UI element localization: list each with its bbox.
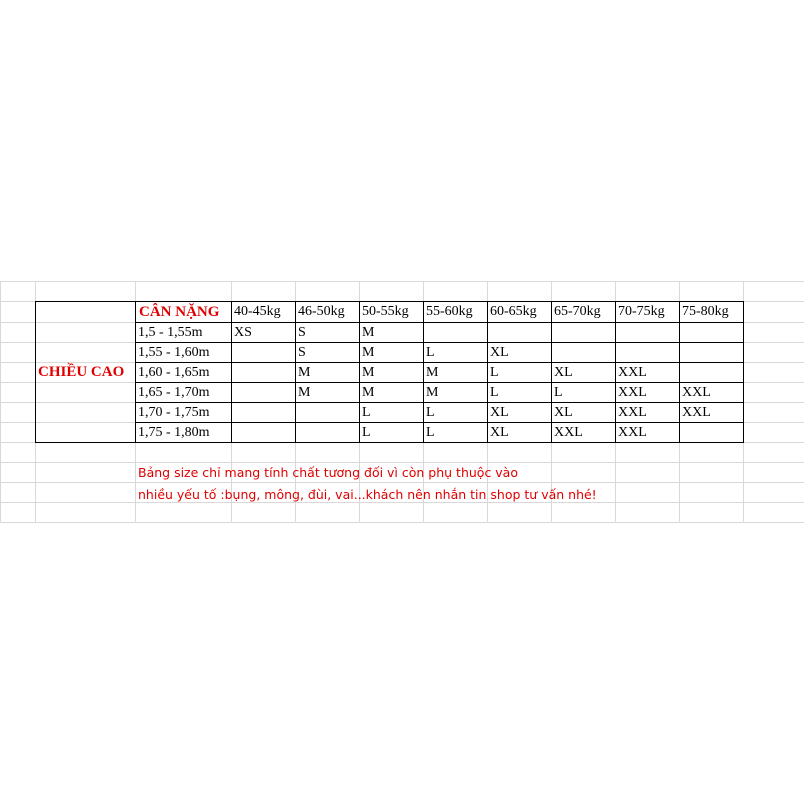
size-cell[interactable]: XXL [554, 425, 583, 440]
height-cell[interactable]: 1,60 - 1,65m [138, 365, 210, 380]
weight-header-cell[interactable]: 46-50kg [298, 304, 345, 319]
size-cell[interactable]: XXL [618, 425, 647, 440]
weight-header-cell[interactable]: 60-65kg [490, 304, 537, 319]
weight-header-cell[interactable]: 50-55kg [362, 304, 409, 319]
size-cell[interactable]: M [362, 325, 375, 340]
size-cell[interactable]: XXL [618, 385, 647, 400]
size-cell[interactable]: L [554, 385, 563, 400]
height-cell[interactable]: 1,65 - 1,70m [138, 385, 210, 400]
size-cell[interactable]: M [426, 385, 439, 400]
height-cell[interactable]: 1,55 - 1,60m [138, 345, 210, 360]
size-cell[interactable]: M [298, 365, 311, 380]
size-cell[interactable]: L [490, 385, 499, 400]
size-cell[interactable]: S [298, 325, 306, 340]
height-cell[interactable]: 1,75 - 1,80m [138, 425, 210, 440]
size-cell[interactable]: L [490, 365, 499, 380]
size-cell[interactable]: XL [554, 405, 573, 420]
note-line-1[interactable]: Bảng size chỉ mang tính chất tương đối vì còn phụ thuộc vào [138, 465, 518, 480]
size-cell[interactable]: L [426, 405, 435, 420]
weight-header-cell[interactable]: 70-75kg [618, 304, 665, 319]
height-cell[interactable]: 1,5 - 1,55m [138, 325, 203, 340]
size-cell[interactable]: XXL [682, 385, 711, 400]
size-cell[interactable]: M [362, 385, 375, 400]
weight-header-cell[interactable]: 40-45kg [234, 304, 281, 319]
weight-header-cell[interactable]: 75-80kg [682, 304, 729, 319]
row-label-height[interactable]: CHIỀU CAO [38, 364, 125, 380]
weight-header-cell[interactable]: 55-60kg [426, 304, 473, 319]
size-cell[interactable]: M [362, 365, 375, 380]
size-cell[interactable]: L [426, 345, 435, 360]
size-cell[interactable]: S [298, 345, 306, 360]
size-cell[interactable]: XXL [618, 365, 647, 380]
height-cell[interactable]: 1,70 - 1,75m [138, 405, 210, 420]
size-cell[interactable]: XL [490, 405, 509, 420]
size-cell[interactable]: M [298, 385, 311, 400]
size-cell[interactable]: L [426, 425, 435, 440]
size-cell[interactable]: XL [554, 365, 573, 380]
size-cell[interactable]: M [426, 365, 439, 380]
note-line-2[interactable]: nhiều yếu tố :bụng, mông, đùi, vai...khách nên nhắn tin shop tư vấn nhé! [138, 487, 597, 502]
size-cell[interactable]: XXL [618, 405, 647, 420]
size-cell[interactable]: XXL [682, 405, 711, 420]
size-cell[interactable]: XL [490, 425, 509, 440]
size-cell[interactable]: L [362, 405, 371, 420]
col-label-weight[interactable]: CÂN NẶNG [139, 304, 220, 320]
weight-header-cell[interactable]: 65-70kg [554, 304, 601, 319]
size-cell[interactable]: XL [490, 345, 509, 360]
size-cell[interactable]: XS [234, 325, 252, 340]
size-cell[interactable]: M [362, 345, 375, 360]
size-cell[interactable]: L [362, 425, 371, 440]
